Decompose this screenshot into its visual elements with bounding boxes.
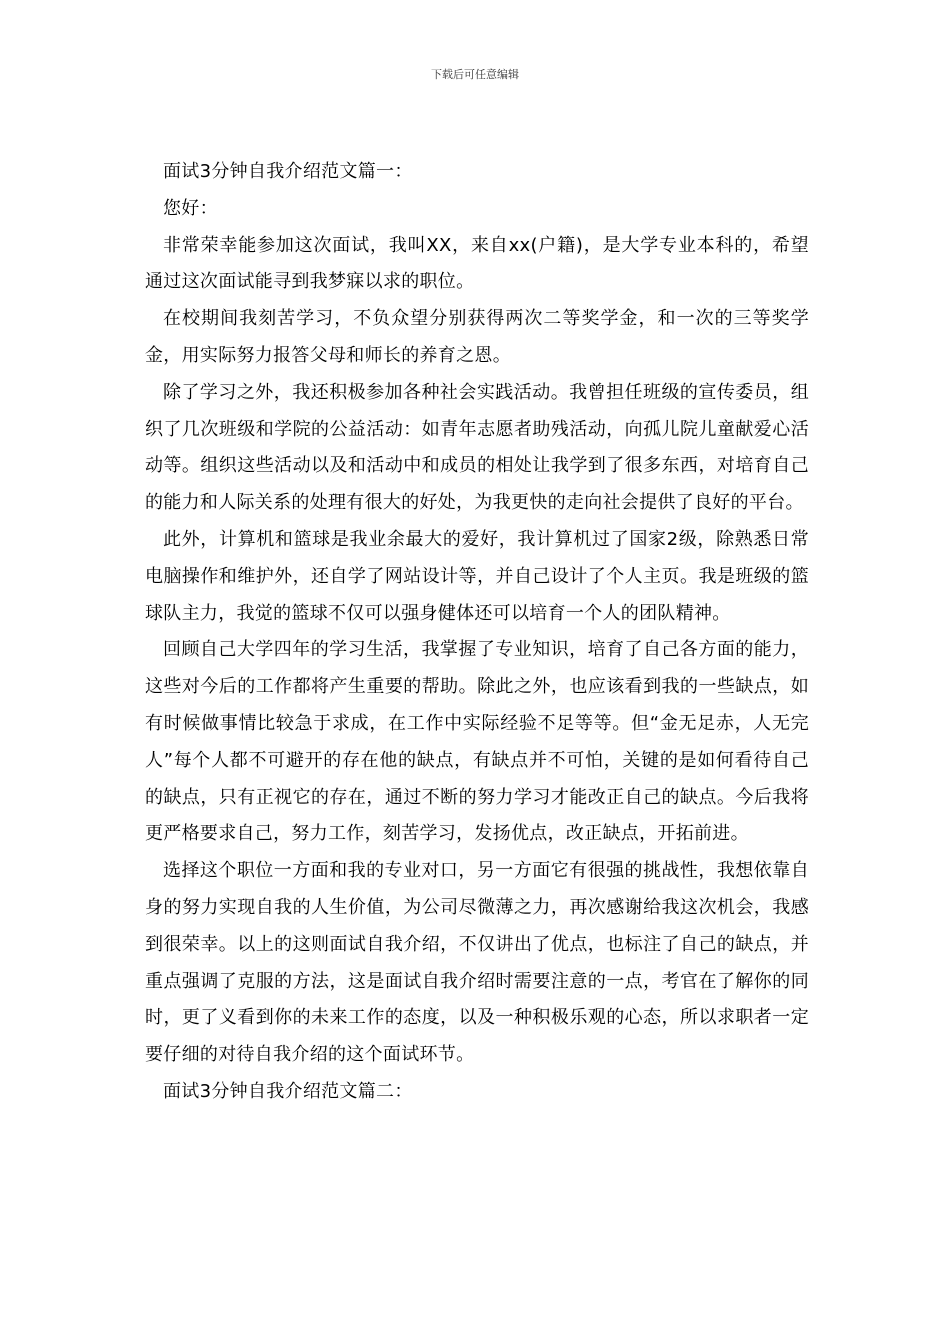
page-header-note: 下载后可任意编辑 (431, 68, 519, 81)
greeting: 您好： (163, 197, 218, 219)
paragraph-hobbies: 此外，计算机和篮球是我业余最大的爱好，我计算机过了国家2级，除熟悉日常电脑操作和维护外，还自学了网站设计等，并自己设计了个人主页。我是班级的篮球队主力，我觉的篮球不仅可以强身健体还可以培育一个人的团队精神。 (145, 528, 809, 624)
paragraph-study: 在校期间我刻苦学习，不负众望分别获得两次二等奖学金，和一次的三等奖学金，用实际努力报答父母和师长的养育之恩。 (145, 308, 809, 366)
paragraph-review: 回顾自己大学四年的学习生活，我掌握了专业知识，培育了自己各方面的能力，这些对今后的工作都将产生重要的帮助。除此之外，也应该看到我的一些缺点，如有时候做事情比较急于求成，在工作中实际经验不足等等。但“金无足赤，人无完人”每个人都不可避开的存在他的缺点，有缺点并不可怕，关键的是如何看待自己的缺点，只有正视它的存在，通过不断的努力学习才能改正自己的缺点。今后我将更严格要求自己，努力工作，刻苦学习，发扬优点，改正缺点，开拓前进。 (145, 639, 809, 845)
paragraph-intro: 非常荣幸能参加这次面试，我叫XX，来自xx(户籍)，是大学专业本科的，希望通过这次面试能寻到我梦寐以求的职位。 (145, 234, 809, 293)
paragraph-closing: 选择这个职位一方面和我的专业对口，另一方面它有很强的挑战性，我想依靠自身的努力实现自我的人生价值，为公司尽微薄之力，再次感谢给我这次机会，我感到很荣幸。以上的这则面试自我介绍，不仅讲出了优点，也标注了自己的缺点，并重点强调了克服的方法，这是面试自我介绍时需要注意的一点，考官在了解你的同时，更了义看到你的未来工作的态度，以及一种积极乐观的心态，所以求职者一定要仔细的对待自我介绍的这个面试环节。 (145, 860, 809, 1066)
section-title-2: 面试3分钟自我介绍范文篇二： (163, 1080, 413, 1102)
document-body (145, 154, 809, 1111)
paragraph-activities: 除了学习之外，我还积极参加各种社会实践活动。我曾担任班级的宣传委员，组织了几次班级和学院的公益活动：如青年志愿者助残活动，向孤儿院儿童献爱心活动等。组织这些活动以及和活动中和成员的相处让我学到了很多东西，对培育自己的能力和人际关系的处理有很大的好处，为我更快的走向社会提供了良好的平台。 (145, 381, 809, 514)
section-title-1: 面试3分钟自我介绍范文篇一： (163, 161, 413, 182)
